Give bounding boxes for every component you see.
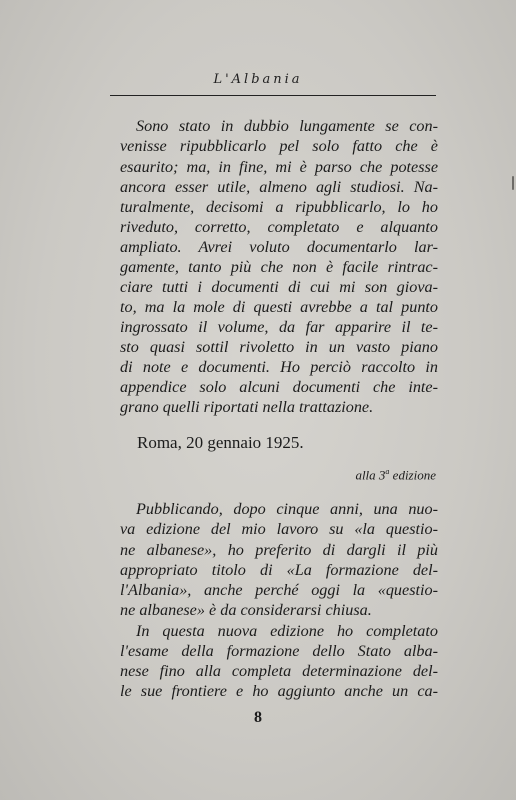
text-line: turalmente, decisomi a ripubblicarlo, lo ho <box>120 198 438 216</box>
text-line: Sono stato in dubbio lungamente se con- <box>136 117 438 135</box>
text-line: va edizione del mio lavoro su «la questio- <box>120 520 438 538</box>
edition-note-prefix: alla 3 <box>355 467 386 483</box>
text-line: ampliato. Avrei voluto documentarlo lar- <box>120 238 438 256</box>
text-line: sto quasi sottil rivoletto in un vasto piano <box>120 338 438 356</box>
text-line: grano quelli riportati nella trattazione. <box>120 398 374 416</box>
date-line: Roma, 20 gennaio 1925. <box>137 433 304 452</box>
text-line: esaurito; ma, in fine, mi è parso che potesse <box>120 158 438 176</box>
text-line: l'esame della formazione dello Stato alba- <box>120 642 438 660</box>
edition-note-superscript: a <box>385 467 390 476</box>
edition-note <box>355 467 436 483</box>
text-line: l'Albania», anche perché oggi la «questio- <box>120 581 438 599</box>
text-line: gamente, tanto più che non è facile rintrac- <box>120 258 438 276</box>
text-line: ciare tutti i documenti di cui mi son giova- <box>120 278 438 296</box>
text-line: venisse ripubblicarlo pel solo fatto che è <box>120 137 438 155</box>
text-line: In questa nuova edizione ho completato <box>136 622 438 640</box>
page-edge-mark <box>512 176 514 190</box>
text-line: ne albanese» è da considerarsi chiusa. <box>120 601 372 619</box>
text-line: di note e documenti. Ho perciò raccolto in <box>120 358 438 376</box>
text-line: riveduto, corretto, completato e alquanto <box>120 218 438 236</box>
text-line: le sue frontiere e ho aggiunto anche un ca- <box>120 682 438 700</box>
edition-note-suffix: edizione <box>389 467 436 483</box>
text-line: Pubblicando, dopo cinque anni, una nuo- <box>136 500 438 518</box>
header-rule <box>110 95 436 96</box>
text-line: appendice solo alcuni documenti che inte- <box>120 378 438 396</box>
text-line: ingrossato il volume, da far apparire il te- <box>120 318 438 336</box>
text-line: to, ma la mole di questi avrebbe a tal punto <box>120 298 438 316</box>
page-number: 8 <box>254 709 262 726</box>
text-line: nese fino alla completa determinazione del- <box>120 662 438 680</box>
text-line: ancora esser utile, almeno agli studiosi. Na- <box>120 178 438 196</box>
text-line: ne albanese», ho preferito di dargli il più <box>120 541 438 559</box>
running-head: L'Albania <box>213 72 303 87</box>
text-line: appropriato titolo di «La formazione del- <box>120 561 438 579</box>
